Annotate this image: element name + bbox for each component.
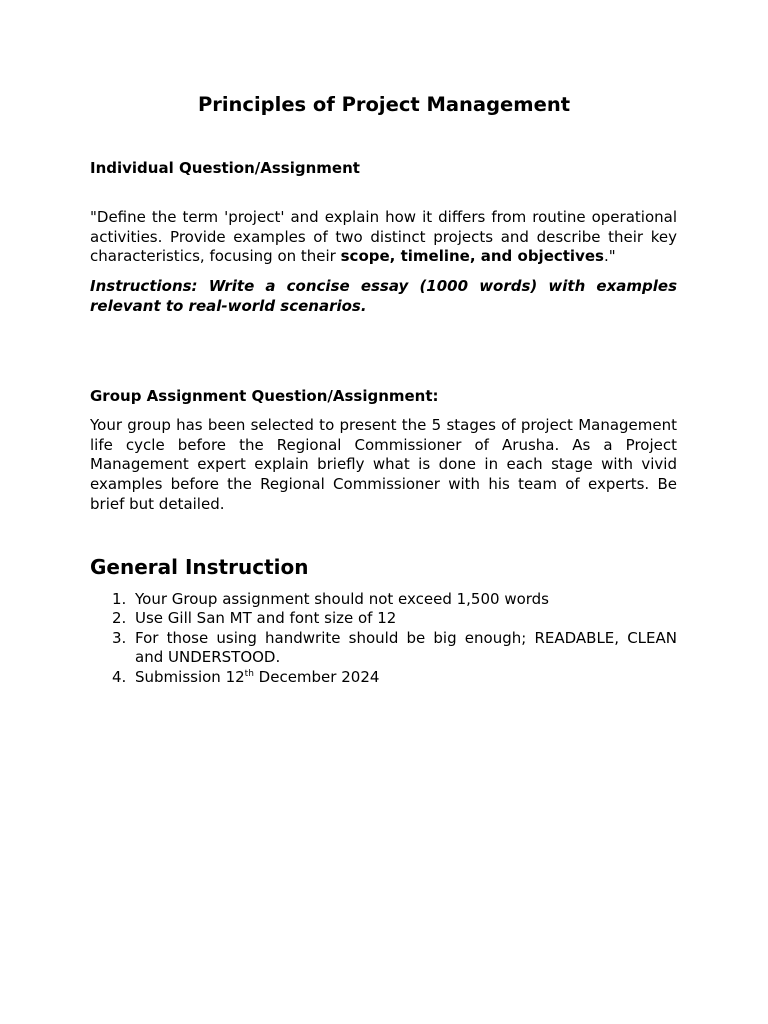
instruction-item: [90, 668, 677, 687]
instruction-number: 2.: [112, 609, 127, 628]
question-text-end: .": [603, 247, 616, 266]
group-assignment-paragraph: Your group has been selected to present the 5 stages of project Management life cycle before the Regional Commissioner of Arusha. As a Project Management expert explain briefly what is done in each stage with vivid examples before the Regional Commissioner with his team of experts. Be brief but detailed.: [90, 416, 677, 513]
instruction-item: [90, 609, 677, 628]
question-text-start: "Define the term 'project' and explain how it differs from routine operational activities. Provide examples of two distinct projects and describe their key characteristics, focusing on their: [90, 208, 677, 266]
group-assignment-heading: Group Assignment Question/Assignment:: [90, 387, 439, 405]
individual-assignment-heading: Individual Question/Assignment: [90, 159, 360, 177]
instruction-number: 3.: [112, 628, 127, 647]
instruction-text: Use Gill San MT and font size of 12: [135, 609, 397, 628]
submission-date-text: December 2024: [253, 667, 380, 686]
instruction-number: 1.: [112, 590, 127, 608]
instruction-text: For those using handwrite should be big enough; READABLE, CLEAN and UNDERSTOOD.: [135, 628, 677, 667]
instruction-text: Your Group assignment should not exceed 1,500 words: [135, 590, 550, 608]
individual-instructions: Instructions: Write a concise essay (1000 words) with examples relevant to real-world scenarios.: [90, 277, 677, 315]
instruction-number: 4.: [112, 667, 127, 686]
general-instruction-list: [90, 590, 677, 687]
question-text-emphasis: scope, timeline, and objectives: [340, 247, 604, 266]
submission-text: Submission 12: [135, 667, 245, 686]
instruction-text: [135, 668, 379, 686]
instruction-item: [90, 590, 677, 609]
instruction-item: [90, 629, 677, 668]
general-instruction-heading: General Instruction: [90, 555, 309, 579]
document-title: Principles of Project Management: [197, 93, 571, 116]
ordinal-superscript: th: [244, 668, 254, 679]
individual-question-paragraph: [90, 208, 677, 267]
